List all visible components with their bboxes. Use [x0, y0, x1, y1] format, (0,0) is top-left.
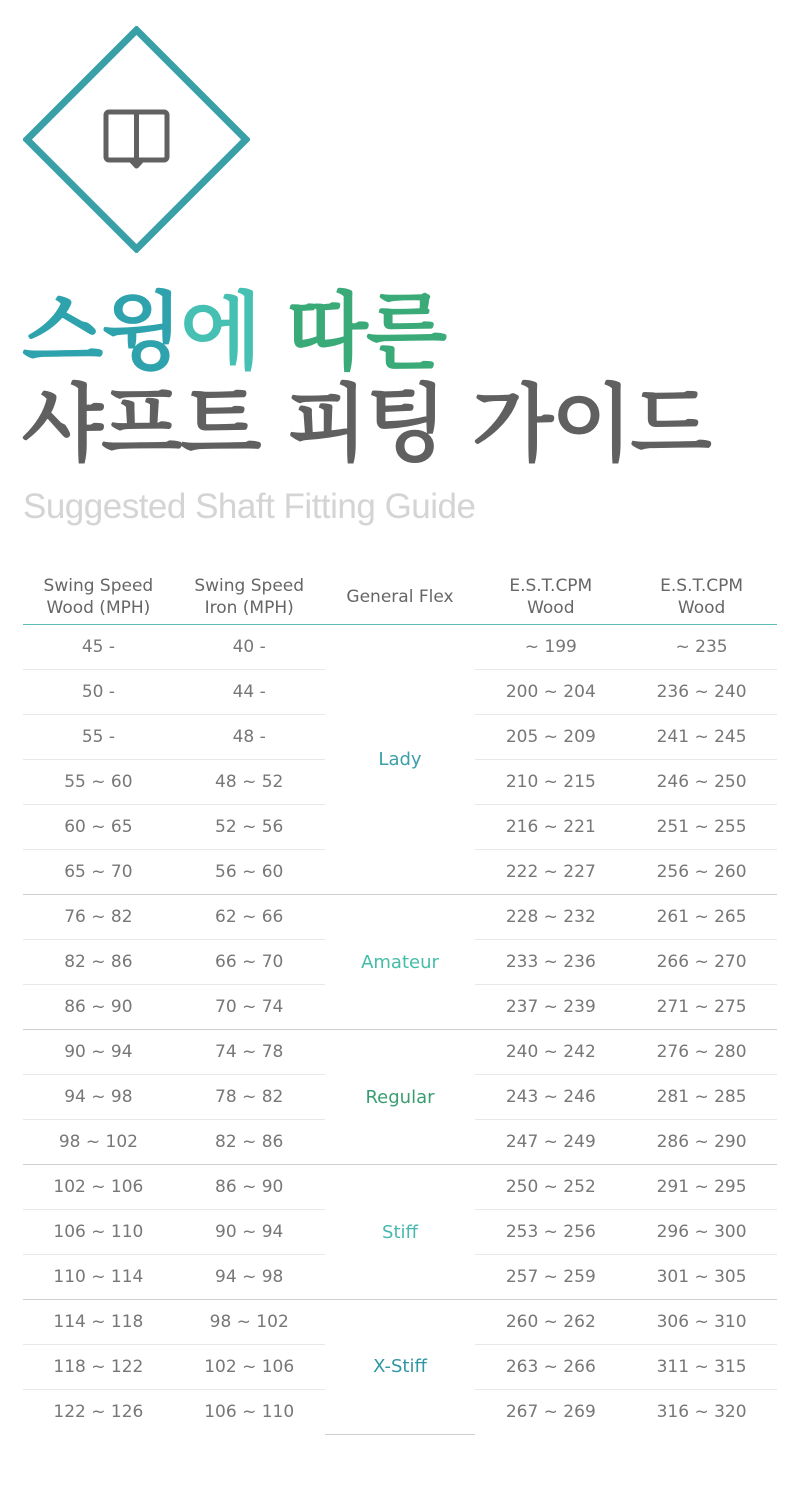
open-book-icon: [106, 112, 167, 166]
cell-cpm-wood-2: 251 ~ 255: [626, 805, 777, 850]
cell-general-flex: X-Stiff: [325, 1300, 476, 1435]
cell-swing-wood: 50 -: [23, 670, 174, 715]
cell-swing-iron: 82 ~ 86: [174, 1120, 325, 1165]
table-row: [23, 1030, 777, 1075]
cell-cpm-wood-1: 243 ~ 246: [475, 1075, 626, 1120]
title-line-1: 스윙에 따른: [22, 283, 445, 381]
cell-cpm-wood-1: 216 ~ 221: [475, 805, 626, 850]
header-general-flex: General Flex: [325, 570, 476, 625]
cell-cpm-wood-2: 296 ~ 300: [626, 1210, 777, 1255]
table-row: [23, 625, 777, 670]
cell-swing-wood: 82 ~ 86: [23, 940, 174, 985]
cell-cpm-wood-2: 236 ~ 240: [626, 670, 777, 715]
cell-swing-wood: 114 ~ 118: [23, 1300, 174, 1345]
cell-cpm-wood-2: 306 ~ 310: [626, 1300, 777, 1345]
cell-swing-wood: 86 ~ 90: [23, 985, 174, 1030]
cell-swing-wood: 65 ~ 70: [23, 850, 174, 895]
cell-swing-iron: 78 ~ 82: [174, 1075, 325, 1120]
cell-swing-iron: 94 ~ 98: [174, 1255, 325, 1300]
table-header-row: [23, 570, 777, 625]
table-row: [23, 1300, 777, 1345]
cell-cpm-wood-1: 237 ~ 239: [475, 985, 626, 1030]
cell-swing-wood: 90 ~ 94: [23, 1030, 174, 1075]
cell-cpm-wood-1: 263 ~ 266: [475, 1345, 626, 1390]
cell-cpm-wood-1: 228 ~ 232: [475, 895, 626, 940]
cell-cpm-wood-1: ~ 199: [475, 625, 626, 670]
cell-swing-wood: 122 ~ 126: [53, 1402, 144, 1422]
cell-cpm-wood-1: 250 ~ 252: [475, 1165, 626, 1210]
cell-swing-wood: 110 ~ 114: [23, 1255, 174, 1300]
cell-cpm-wood-2: 301 ~ 305: [626, 1255, 777, 1300]
cell-cpm-wood-1: 260 ~ 262: [475, 1300, 626, 1345]
cell-cpm-wood-2: 256 ~ 260: [626, 850, 777, 895]
cell-swing-iron: 86 ~ 90: [174, 1165, 325, 1210]
cell-cpm-wood-1: 200 ~ 204: [475, 670, 626, 715]
cell-cpm-wood-2: 241 ~ 245: [626, 715, 777, 760]
cell-cpm-wood-1: 247 ~ 249: [475, 1120, 626, 1165]
cell-cpm-wood-2: 281 ~ 285: [626, 1075, 777, 1120]
cell-general-flex: Amateur: [325, 895, 476, 1030]
cell-general-flex: Regular: [325, 1030, 476, 1165]
cell-cpm-wood-1: 205 ~ 209: [475, 715, 626, 760]
cell-swing-iron: 48 ~ 52: [174, 760, 325, 805]
shaft-fitting-table: [23, 570, 777, 1435]
cell-cpm-wood-1: 240 ~ 242: [475, 1030, 626, 1075]
cell-cpm-wood-2: 311 ~ 315: [626, 1345, 777, 1390]
cell-swing-wood: 102 ~ 106: [23, 1165, 174, 1210]
cell-swing-iron: 90 ~ 94: [174, 1210, 325, 1255]
cell-swing-wood: 60 ~ 65: [23, 805, 174, 850]
header-cpm-wood-1: E.S.T.CPM Wood: [475, 570, 626, 625]
cell-swing-wood: 76 ~ 82: [23, 895, 174, 940]
cell-swing-iron: 102 ~ 106: [174, 1345, 325, 1390]
cell-general-flex: Lady: [325, 625, 476, 895]
table-body: [23, 625, 777, 1435]
logo-diamond-book: [23, 26, 250, 253]
cell-cpm-wood-2: 246 ~ 250: [626, 760, 777, 805]
cell-swing-iron: 66 ~ 70: [174, 940, 325, 985]
cell-swing-wood: 55 -: [23, 715, 174, 760]
cell-cpm-wood-2: ~ 235: [626, 625, 777, 670]
cell-swing-wood: 55 ~ 60: [23, 760, 174, 805]
cell-swing-iron: 56 ~ 60: [174, 850, 325, 895]
title-line-2: 샤프트 피팅 가이드: [22, 375, 710, 473]
cell-swing-iron: 44 -: [174, 670, 325, 715]
cell-cpm-wood-1: 253 ~ 256: [475, 1210, 626, 1255]
page-title: [22, 283, 710, 473]
cell-cpm-wood-1: 233 ~ 236: [475, 940, 626, 985]
cell-swing-iron: 52 ~ 56: [174, 805, 325, 850]
cell-cpm-wood-2: 316 ~ 320: [656, 1402, 747, 1422]
subtitle: Suggested Shaft Fitting Guide: [23, 487, 476, 526]
cell-swing-wood: 94 ~ 98: [23, 1075, 174, 1120]
cell-swing-iron: 74 ~ 78: [174, 1030, 325, 1075]
cell-cpm-wood-2: 291 ~ 295: [626, 1165, 777, 1210]
cell-swing-iron: 62 ~ 66: [174, 895, 325, 940]
cell-cpm-wood-1: 257 ~ 259: [475, 1255, 626, 1300]
header-cpm-wood-2: E.S.T.CPM Wood: [626, 570, 777, 625]
cell-swing-wood: 106 ~ 110: [23, 1210, 174, 1255]
cell-swing-iron: 48 -: [174, 715, 325, 760]
cell-general-flex: Stiff: [325, 1165, 476, 1300]
header-swing-speed-wood: Swing Speed Wood (MPH): [23, 570, 174, 625]
cell-swing-iron: 98 ~ 102: [174, 1300, 325, 1345]
cell-swing-iron: 106 ~ 110: [204, 1402, 295, 1422]
cell-cpm-wood-1: 222 ~ 227: [475, 850, 626, 895]
cell-cpm-wood-1: 267 ~ 269: [505, 1402, 596, 1422]
cell-cpm-wood-2: 271 ~ 275: [626, 985, 777, 1030]
table-row: [23, 895, 777, 940]
header-swing-speed-iron: Swing Speed Iron (MPH): [174, 570, 325, 625]
cell-cpm-wood-2: 266 ~ 270: [626, 940, 777, 985]
table-row: [23, 1165, 777, 1210]
cell-swing-wood: 45 -: [23, 625, 174, 670]
cell-cpm-wood-2: 261 ~ 265: [626, 895, 777, 940]
cell-swing-wood: 118 ~ 122: [23, 1345, 174, 1390]
cell-swing-iron: 40 -: [174, 625, 325, 670]
cell-swing-iron: 70 ~ 74: [174, 985, 325, 1030]
cell-swing-wood: 98 ~ 102: [23, 1120, 174, 1165]
cell-cpm-wood-2: 276 ~ 280: [626, 1030, 777, 1075]
cell-cpm-wood-2: 286 ~ 290: [626, 1120, 777, 1165]
cell-cpm-wood-1: 210 ~ 215: [475, 760, 626, 805]
